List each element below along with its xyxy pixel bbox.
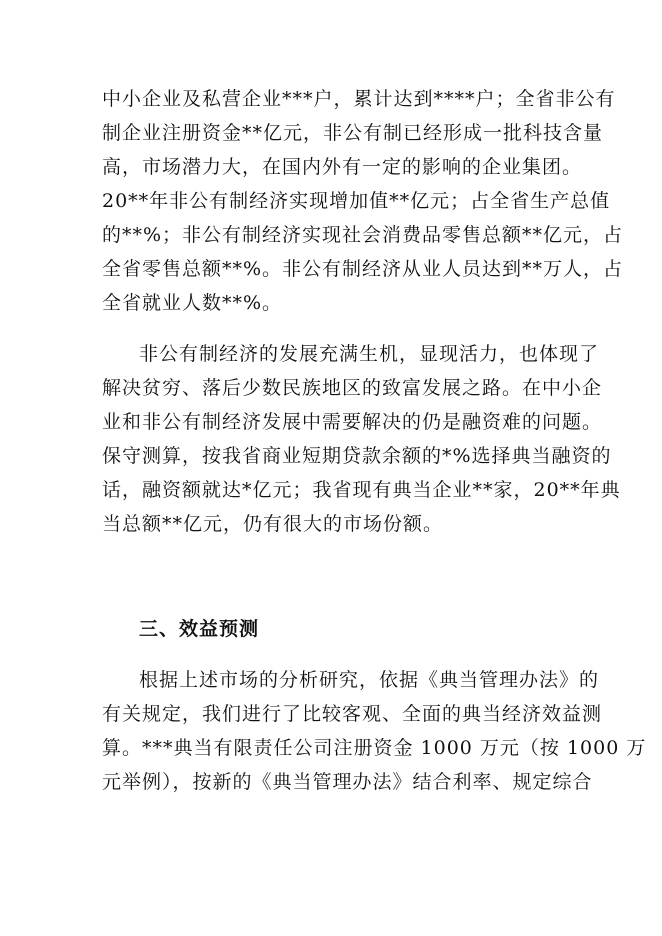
text-line: 全省零售总额**%。非公有制经济从业人员达到**万人，占 [102, 258, 624, 280]
text-line: 元举例），按新的《典当管理办法》结合利率、规定综合 [102, 771, 593, 793]
text-line: 有关规定，我们进行了比较客观、全面的典当经济效益测 [102, 703, 603, 725]
text-line: 解决贫穷、落后少数民族地区的致富发展之路。在中小企 [102, 377, 603, 399]
text-line: 高，市场潜力大，在国内外有一定的影响的企业集团。 [102, 156, 583, 178]
text-line: 业和非公有制经济发展中需要解决的仍是融资难的问题。 [102, 411, 603, 433]
text-line: 全省就业人数**%。 [102, 292, 283, 314]
text-line: 算。***典当有限责任公司注册资金 1000 万元（按 1000 万 [102, 737, 647, 759]
section-heading: 三、效益预测 [139, 618, 260, 640]
text-line: 的**%；非公有制经济实现社会消费品零售总额**亿元，占 [102, 224, 624, 246]
text-line: 非公有制经济的发展充满生机，显现活力，也体现了 [139, 343, 600, 365]
text-line: 根据上述市场的分析研究，依据《典当管理办法》的 [139, 669, 600, 691]
text-line: 当总额**亿元，仍有很大的市场份额。 [102, 513, 444, 535]
text-line: 保守测算，按我省商业短期贷款余额的*%选择典当融资的 [102, 445, 612, 467]
text-line: 20**年非公有制经济实现增加值**亿元；占全省生产总值 [102, 190, 611, 212]
text-line: 话，融资额就达*亿元；我省现有典当企业**家，20**年典 [102, 479, 621, 501]
text-line: 制企业注册资金**亿元，非公有制已经形成一批科技含量 [102, 122, 604, 144]
text-line: 中小企业及私营企业***户，累计达到****户；全省非公有 [102, 88, 616, 110]
